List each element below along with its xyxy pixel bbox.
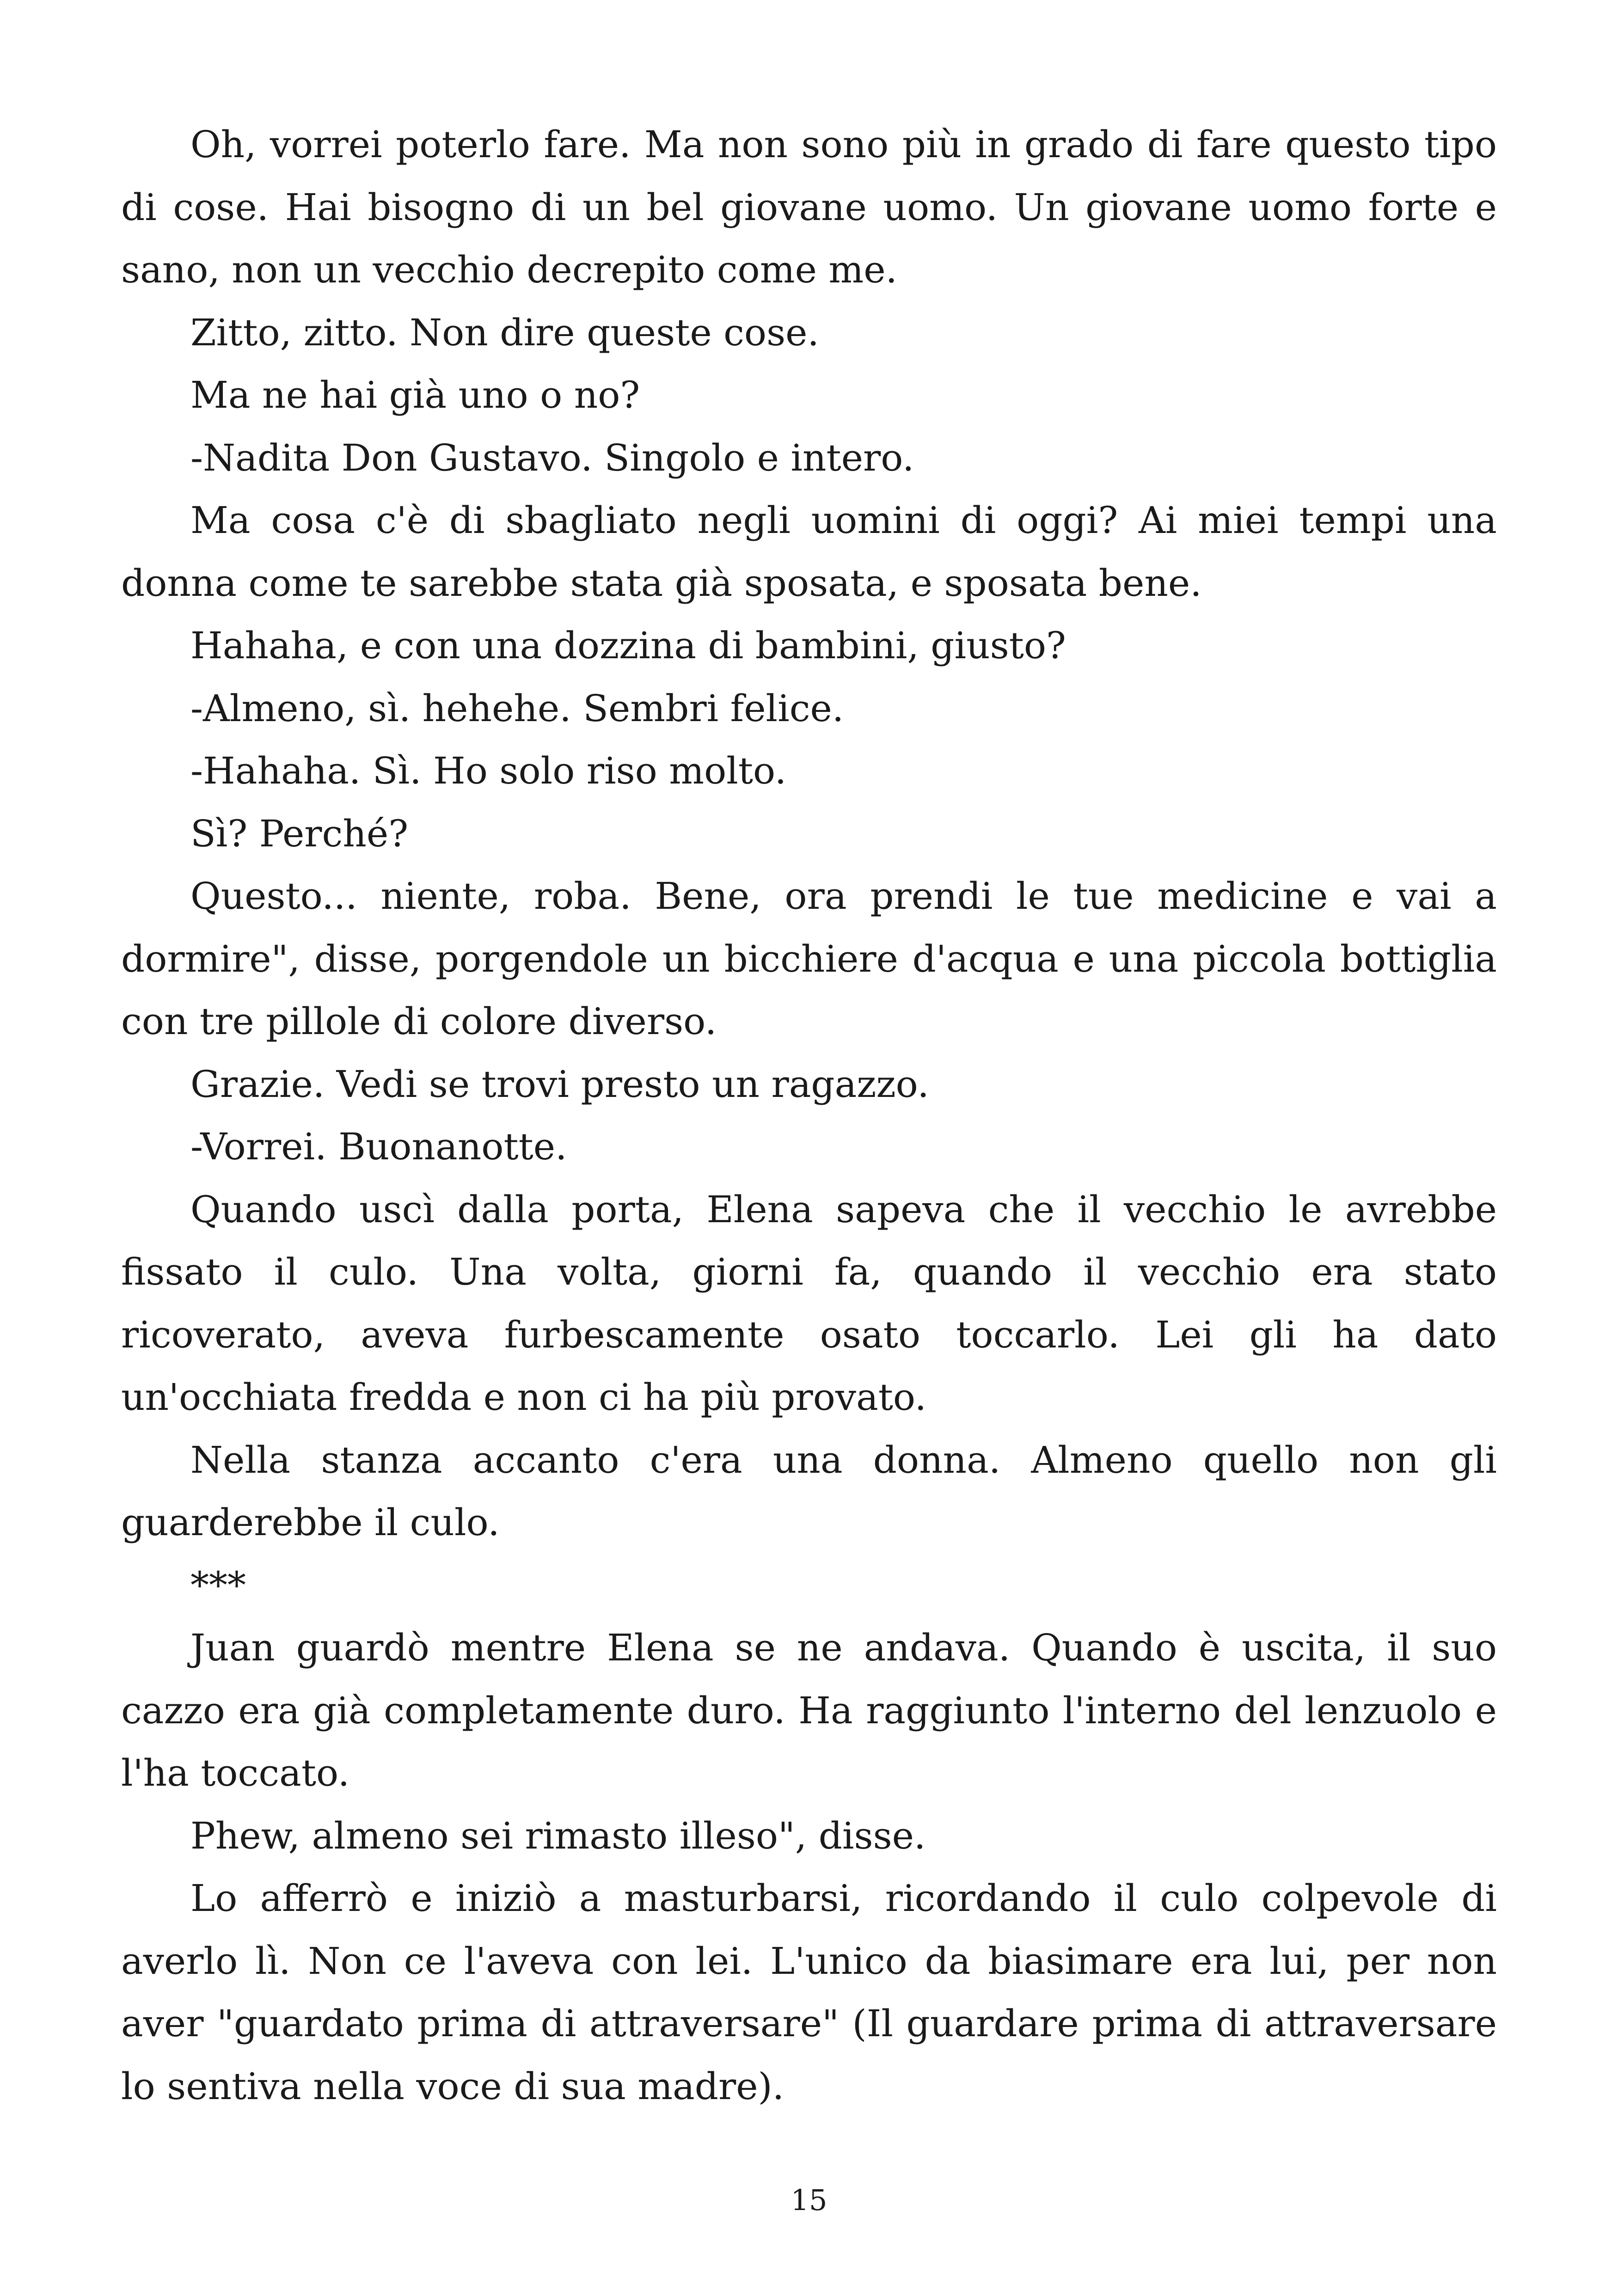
paragraph: Ma ne hai già uno o no? [190,373,640,416]
page-number: 15 [791,2183,827,2217]
paragraph: Questo... niente, roba. Bene, ora prendi le tue medicine e vai a dormire", disse, porgendole un bicchiere d'acqua e una piccola bottiglia con tre pillole di colore diverso. [121,875,1497,1043]
paragraph: Oh, vorrei poterlo fare. Ma non sono più in grado di fare questo tipo di cose. Hai bisogno di un bel giovane uomo. Un giovane uomo forte e sano, non un vecchio decrepito come me. [121,123,1497,291]
paragraph: Phew, almeno sei rimasto illeso", disse. [190,1814,926,1857]
paragraph: -Hahaha. Sì. Ho solo riso molto. [190,749,787,792]
paragraph: Zitto, zitto. Non dire queste cose. [190,311,819,354]
paragraph: Ma cosa c'è di sbagliato negli uomini di oggi? Ai miei tempi una donna come te sarebbe stata già sposata, e sposata bene. [121,499,1497,605]
paragraph: -Vorrei. Buonanotte. [190,1125,567,1168]
body-text [121,113,1497,2118]
paragraph: Juan guardò mentre Elena se ne andava. Quando è uscita, il suo cazzo era già completamente duro. Ha raggiunto l'interno del lenzuolo e l'ha toccato. [121,1626,1497,1794]
paragraph: Lo afferrò e iniziò a masturbarsi, ricordando il culo colpevole di averlo lì. Non ce l'aveva con lei. L'unico da biasimare era lui, per non aver "guardato prima di attraversare" (Il guardare prima di attraversare lo sentiva nella voce di sua madre). [121,1877,1497,2108]
paragraph: Nella stanza accanto c'era una donna. Almeno quello non gli guarderebbe il culo. [121,1438,1497,1544]
paragraph: Sì? Perché? [190,812,409,855]
paragraph: Quando uscì dalla porta, Elena sapeva che il vecchio le avrebbe fissato il culo. Una volta, giorni fa, quando il vecchio era stato ricoverato, aveva furbescamente osato toccarlo. Lei gli ha dato un'occhiata fredda e non ci ha più provato. [121,1188,1497,1419]
section-break: *** [190,1563,246,1607]
paragraph: Hahaha, e con una dozzina di bambini, giusto? [190,624,1066,667]
paragraph: Grazie. Vedi se trovi presto un ragazzo. [190,1062,929,1106]
paragraph: -Nadita Don Gustavo. Singolo e intero. [190,436,914,479]
paragraph: -Almeno, sì. hehehe. Sembri felice. [190,686,844,730]
